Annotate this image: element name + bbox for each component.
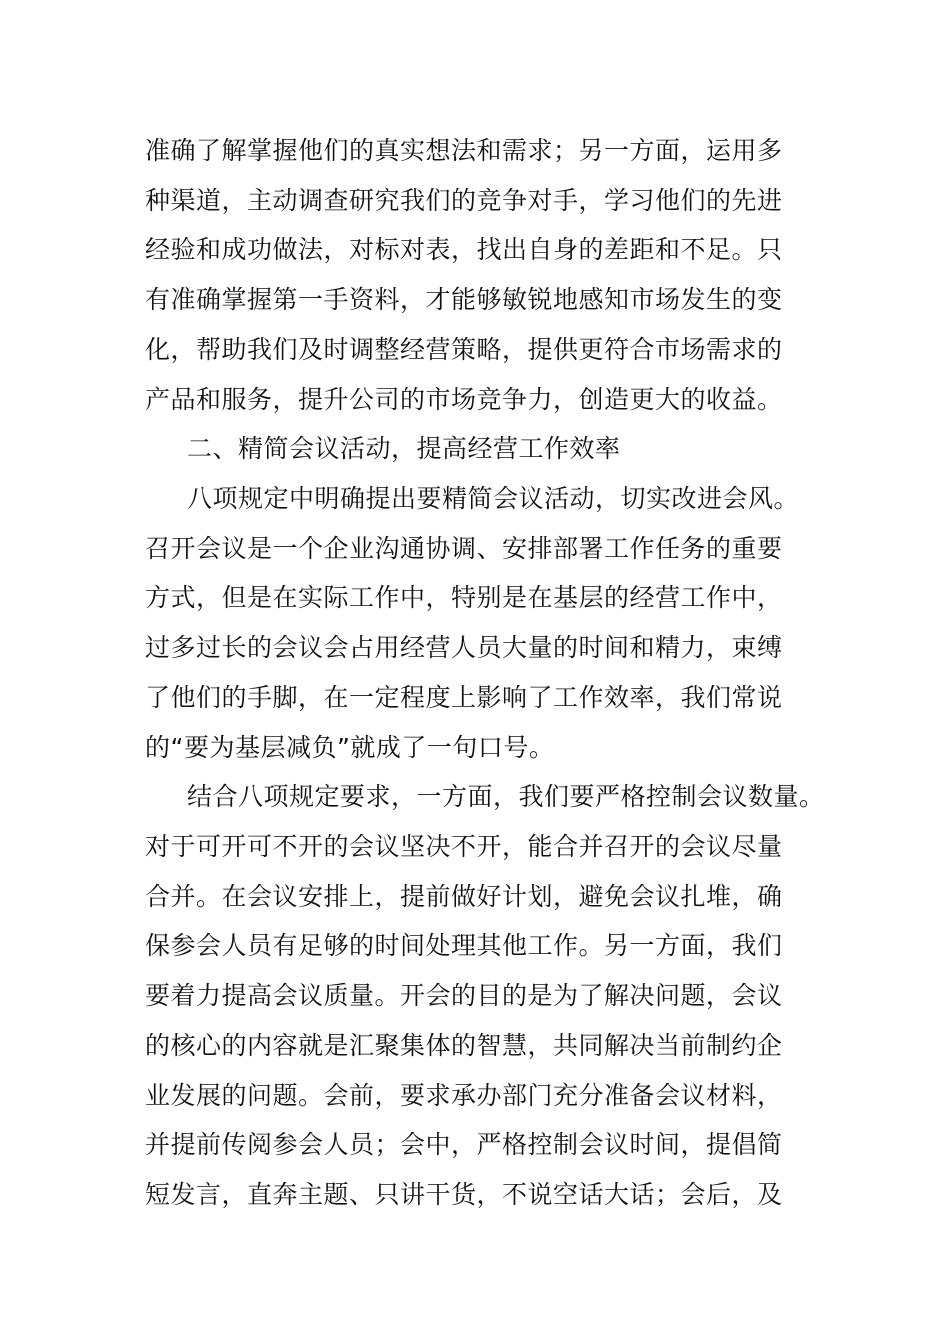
text-line: 业发展的问题。会前，要求承办部门充分准备会议材料， bbox=[145, 1081, 783, 1110]
text-line: 八项规定中明确提出要精简会议活动，切实改进会风。 bbox=[187, 484, 800, 513]
text-line: 保参会人员有足够的时间处理其他工作。另一方面，我们 bbox=[145, 931, 783, 960]
text-line: 合并。在会议安排上，提前做好计划，避免会议扎堆，确 bbox=[145, 882, 783, 911]
text-line: 过多过长的会议会占用经营人员大量的时间和精力，束缚 bbox=[145, 633, 783, 662]
text-line: 的核心的内容就是汇聚集体的智慧，共同解决当前制约企 bbox=[145, 1031, 783, 1060]
section-heading: 二、精简会议活动，提高经营工作效率 bbox=[187, 434, 621, 463]
text-line: 化，帮助我们及时调整经营策略，提供更符合市场需求的 bbox=[145, 335, 783, 364]
text-line: 有准确掌握第一手资料，才能够敏锐地感知市场发生的变 bbox=[145, 285, 783, 314]
text-line: 种渠道，主动调查研究我们的竞争对手，学习他们的先进 bbox=[145, 186, 783, 215]
text-line: 产品和服务，提升公司的市场竞争力，创造更大的收益。 bbox=[145, 385, 783, 414]
text-line: 经验和成功做法，对标对表，找出自身的差距和不足。只 bbox=[145, 235, 783, 264]
text-line: 了他们的手脚，在一定程度上影响了工作效率，我们常说 bbox=[145, 683, 783, 712]
text-line: 召开会议是一个企业沟通协调、安排部署工作任务的重要 bbox=[145, 534, 783, 563]
text-line: 准确了解掌握他们的真实想法和需求；另一方面，运用多 bbox=[145, 136, 783, 165]
text-line: 方式，但是在实际工作中，特别是在基层的经营工作中， bbox=[145, 583, 783, 612]
text-line: 要着力提高会议质量。开会的目的是为了解决问题，会议 bbox=[145, 981, 783, 1010]
text-line: 对于可开可不开的会议坚决不开，能合并召开的会议尽量 bbox=[145, 832, 783, 861]
text-line: 并提前传阅参会人员；会中，严格控制会议时间，提倡简 bbox=[145, 1130, 783, 1159]
text-line: 短发言，直奔主题、只讲干货，不说空话大话；会后，及 bbox=[145, 1180, 783, 1209]
text-line: 结合八项规定要求，一方面，我们要严格控制会议数量。 bbox=[187, 782, 825, 811]
text-line: 的“要为基层减负”就成了一句口号。 bbox=[145, 733, 555, 762]
